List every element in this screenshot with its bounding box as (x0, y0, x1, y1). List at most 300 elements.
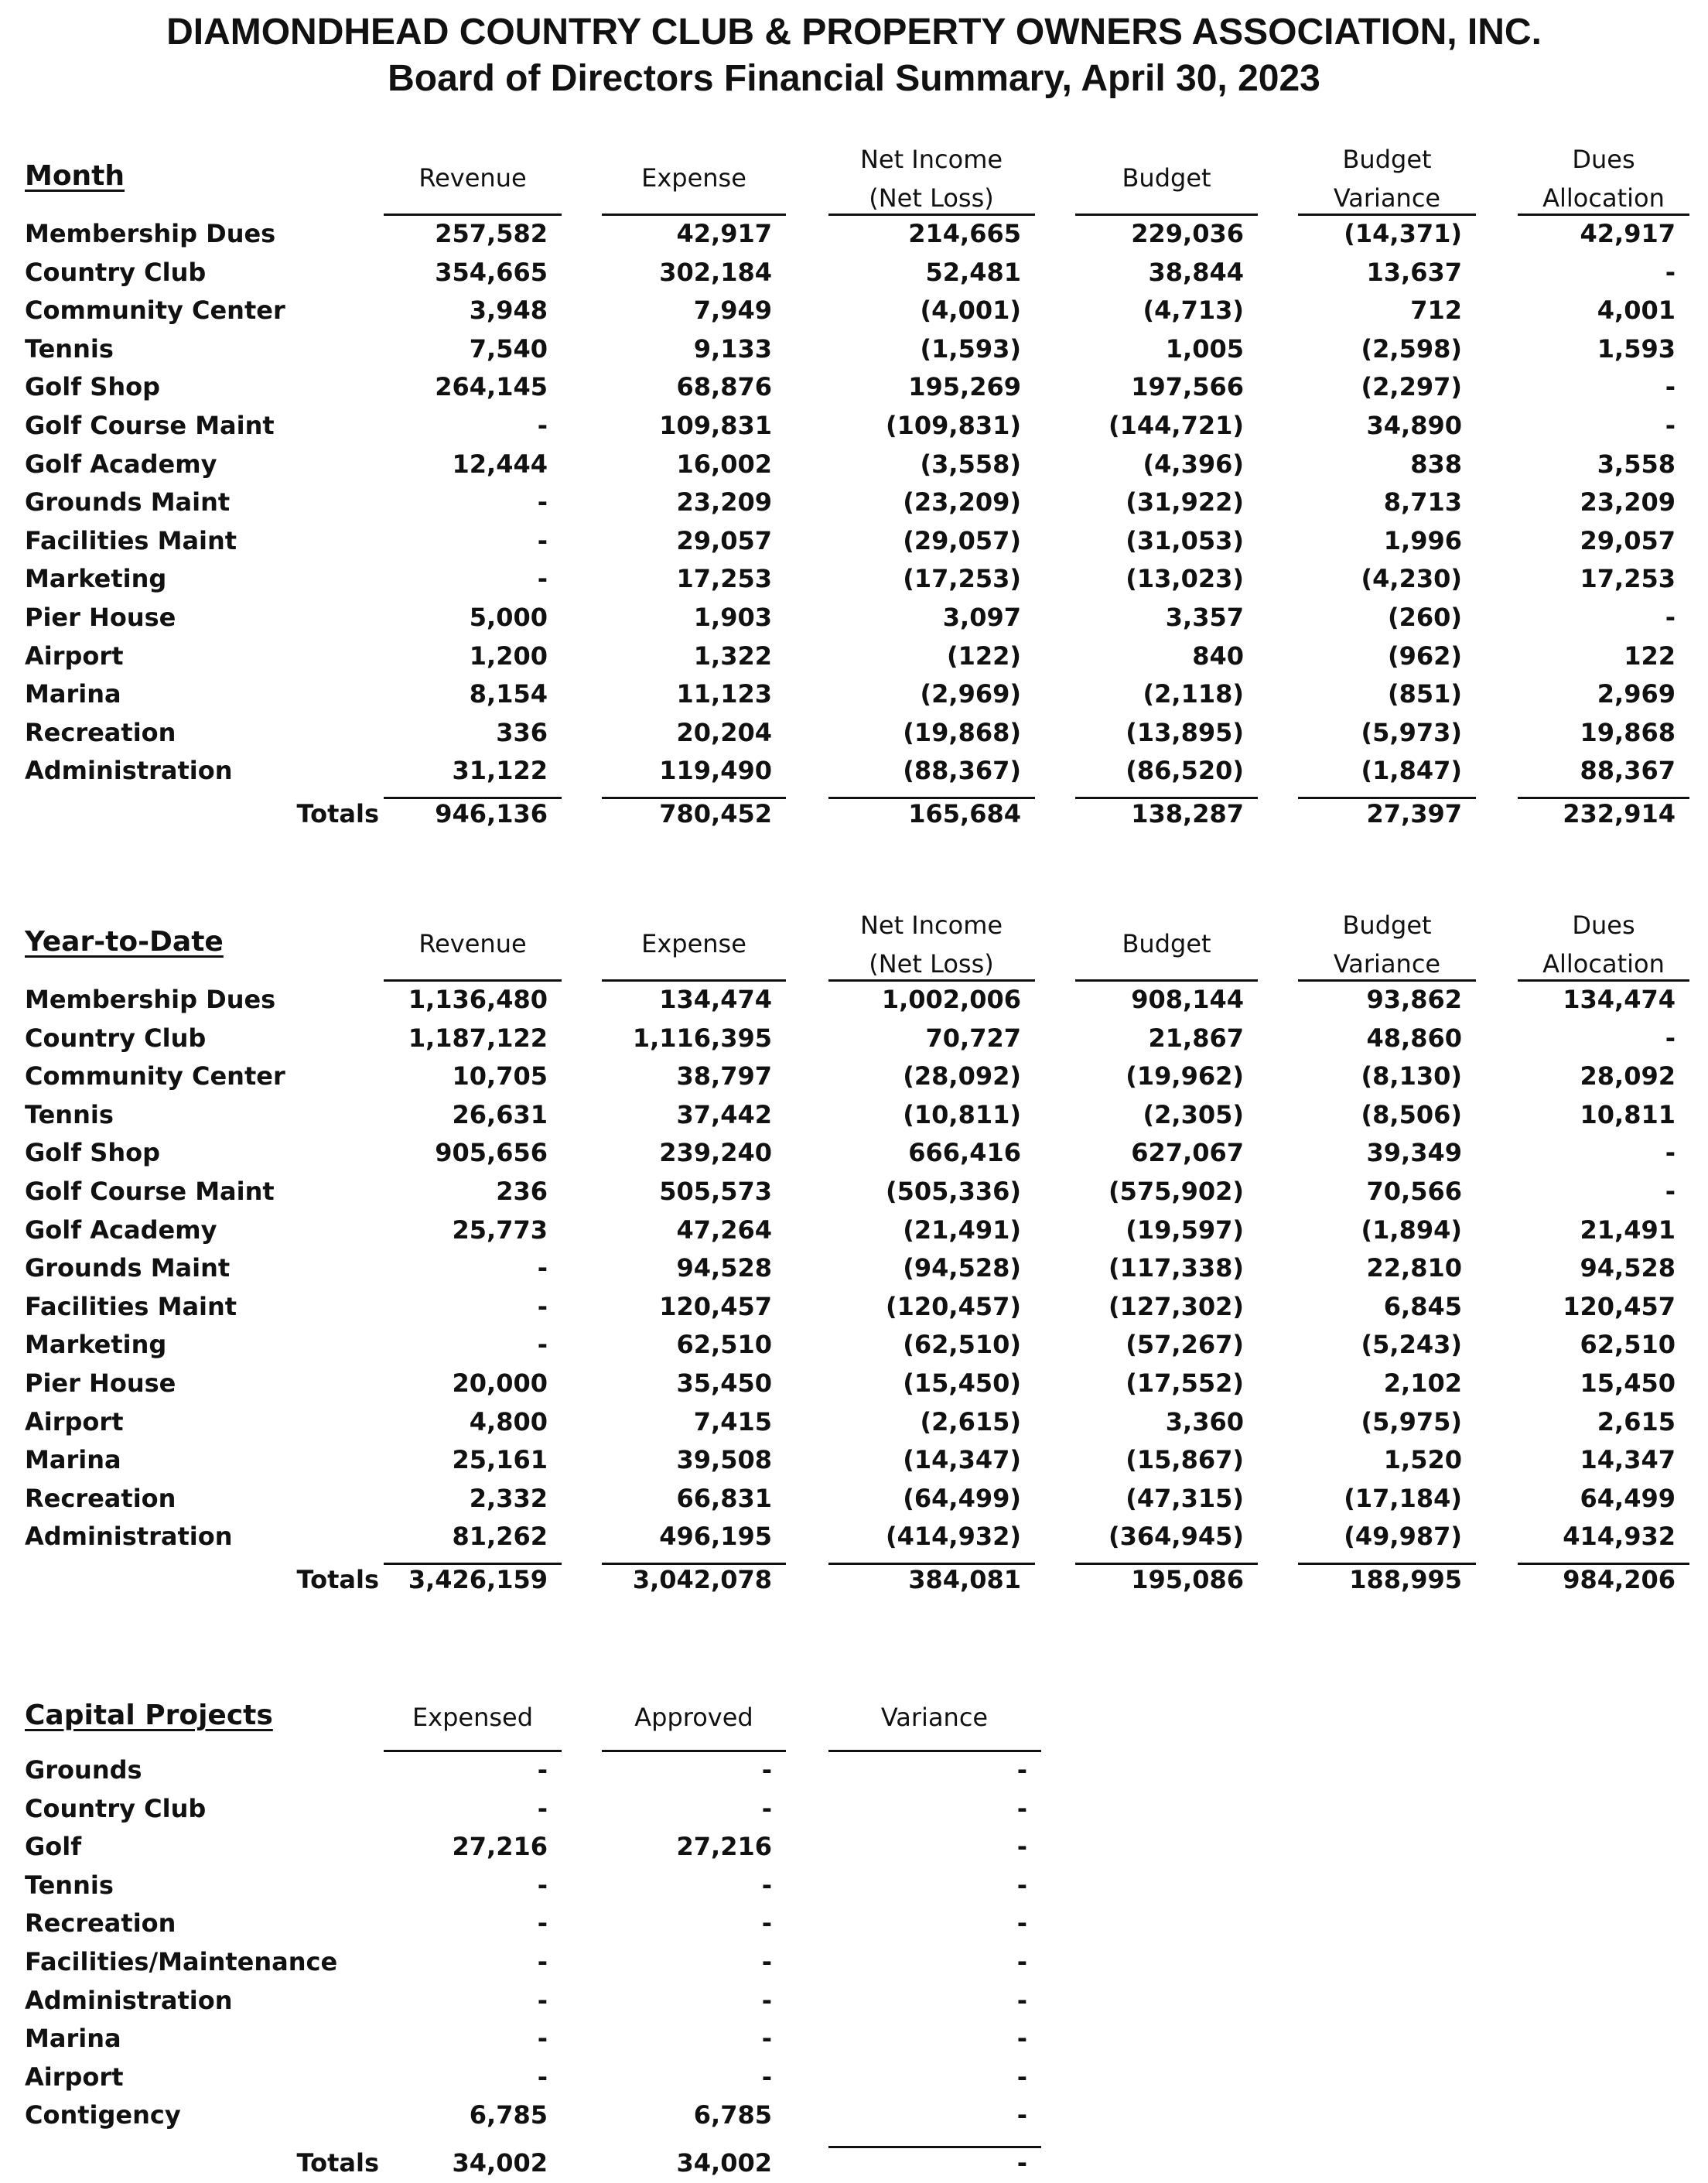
month-header-1: Expense (641, 163, 746, 193)
capital-cell: 6,785 (469, 2100, 548, 2130)
month-row-label: Marina (25, 679, 121, 709)
ytd-cell: (505,336) (886, 1177, 1021, 1206)
capital-header-rule (602, 1750, 786, 1752)
capital-totals-label: Totals (296, 2148, 379, 2178)
month-cell: - (1665, 372, 1676, 402)
ytd-cell: - (537, 1291, 548, 1321)
ytd-cell: - (1665, 1023, 1676, 1053)
ytd-cell: - (537, 1330, 548, 1360)
ytd-cell: (364,945) (1108, 1522, 1244, 1552)
ytd-cell: 3,360 (1165, 1406, 1244, 1437)
month-cell: 1,005 (1165, 333, 1244, 364)
ytd-cell: 666,416 (908, 1138, 1021, 1168)
ytd-header-3: Budget (1122, 929, 1211, 958)
ytd-cell: 94,528 (1580, 1253, 1676, 1283)
ytd-totals-rule (1518, 1563, 1689, 1565)
month-cell: (2,598) (1361, 333, 1462, 364)
ytd-cell: 81,262 (452, 1522, 548, 1552)
month-row-label: Community Center (25, 296, 285, 326)
ytd-cell: 1,187,122 (408, 1023, 548, 1053)
capital-cell: - (761, 1908, 772, 1939)
ytd-cell: - (1665, 1138, 1676, 1168)
capital-totals-rule (828, 2146, 1041, 2148)
month-cell: 119,490 (659, 756, 772, 786)
ytd-cell: 70,727 (925, 1023, 1021, 1053)
ytd-totals-rule (1075, 1563, 1258, 1565)
ytd-cell: (17,552) (1126, 1368, 1244, 1398)
month-cell: 13,637 (1366, 257, 1462, 287)
ytd-totals-rule (602, 1563, 786, 1565)
month-row-label: Administration (25, 756, 233, 786)
ytd-row-label: Pier House (25, 1368, 176, 1398)
month-cell: (86,520) (1126, 756, 1244, 786)
month-cell: 17,253 (1580, 564, 1676, 594)
month-cell: (1,847) (1361, 756, 1462, 786)
month-totals-rule (1075, 797, 1258, 799)
capital-cell: - (761, 1793, 772, 1823)
ytd-cell: 62,510 (1580, 1330, 1676, 1360)
ytd-cell: 1,136,480 (408, 985, 548, 1014)
ytd-cell: 21,867 (1148, 1023, 1244, 1053)
ytd-cell: 236 (496, 1177, 548, 1206)
month-cell: (2,118) (1143, 679, 1244, 709)
month-cell: 20,204 (676, 717, 772, 747)
month-cell: 42,917 (1580, 219, 1676, 248)
capital-section-label: Capital Projects (25, 1700, 273, 1731)
ytd-row-label: Golf Course Maint (25, 1177, 275, 1206)
ytd-cell: (21,491) (903, 1214, 1021, 1245)
month-row-label: Country Club (25, 257, 207, 287)
month-cell: (122) (946, 641, 1021, 671)
month-cell: 302,184 (659, 257, 772, 287)
ytd-cell: (117,338) (1108, 1253, 1244, 1283)
month-cell: (19,868) (903, 717, 1021, 747)
month-cell: (3,558) (920, 449, 1021, 479)
month-total-cell: 946,136 (435, 799, 548, 828)
month-cell: 29,057 (676, 525, 772, 555)
month-cell: - (537, 564, 548, 594)
ytd-cell: (8,506) (1361, 1099, 1462, 1129)
month-cell: - (1665, 257, 1676, 287)
month-row-label: Membership Dues (25, 219, 276, 248)
report-subtitle: Board of Directors Financial Summary, April 30, 2023 (388, 58, 1320, 99)
ytd-row-label: Community Center (25, 1061, 285, 1092)
ytd-totals-rule (384, 1563, 562, 1565)
month-cell: (4,713) (1143, 296, 1244, 326)
month-cell: (962) (1387, 641, 1462, 671)
month-cell: (2,297) (1361, 372, 1462, 402)
ytd-total-cell: 3,042,078 (632, 1565, 772, 1594)
month-total-cell: 27,397 (1366, 799, 1462, 828)
month-cell: (260) (1387, 603, 1462, 632)
ytd-header-1: Expense (641, 929, 746, 958)
ytd-cell: 28,092 (1580, 1061, 1676, 1092)
month-cell: - (1665, 411, 1676, 440)
capital-cell: - (1016, 1870, 1027, 1900)
ytd-cell: (57,267) (1126, 1330, 1244, 1360)
ytd-cell: (14,347) (903, 1445, 1021, 1475)
month-cell: 2,969 (1597, 679, 1676, 709)
ytd-cell: (120,457) (886, 1291, 1021, 1321)
month-row-label: Tennis (25, 333, 114, 364)
ytd-cell: (5,243) (1361, 1330, 1462, 1360)
month-cell: 122 (1624, 641, 1676, 671)
ytd-cell: - (537, 1253, 548, 1283)
capital-cell: - (1016, 1832, 1027, 1862)
capital-row-label: Facilities/Maintenance (25, 1947, 338, 1976)
month-cell: (2,969) (920, 679, 1021, 709)
month-cell: 354,665 (435, 257, 548, 287)
month-cell: (31,922) (1126, 487, 1244, 518)
month-cell: 1,200 (469, 641, 548, 671)
month-cell: 7,540 (469, 333, 548, 364)
month-cell: (29,057) (903, 525, 1021, 555)
month-cell: 19,868 (1580, 717, 1676, 747)
month-cell: (31,053) (1126, 525, 1244, 555)
month-totals-rule (1518, 797, 1689, 799)
ytd-cell: (2,305) (1143, 1099, 1244, 1129)
month-cell: 11,123 (676, 679, 772, 709)
capital-header-rule (384, 1750, 562, 1752)
ytd-header-5-line-0: Dues (1572, 910, 1635, 940)
month-header-5-line-1: Allocation (1542, 183, 1665, 213)
capital-cell: - (537, 2062, 548, 2092)
month-cell: - (537, 411, 548, 440)
ytd-header-0: Revenue (418, 929, 527, 958)
month-row-label: Pier House (25, 603, 176, 632)
month-cell: (5,973) (1361, 717, 1462, 747)
ytd-cell: - (1665, 1177, 1676, 1206)
month-header-rule (384, 214, 562, 216)
capital-cell: - (1016, 1947, 1027, 1976)
capital-cell: - (761, 1755, 772, 1785)
ytd-header-4-line-0: Budget (1342, 910, 1432, 940)
ytd-cell: (28,092) (903, 1061, 1021, 1092)
month-header-5-line-0: Dues (1572, 145, 1635, 174)
month-cell: 195,269 (908, 372, 1021, 402)
ytd-cell: 2,332 (469, 1483, 548, 1513)
ytd-row-label: Facilities Maint (25, 1291, 237, 1321)
capital-row-label: Golf (25, 1832, 82, 1862)
ytd-row-label: Recreation (25, 1483, 176, 1513)
ytd-header-rule (602, 979, 786, 982)
month-row-label: Golf Academy (25, 449, 217, 479)
capital-cell: - (1016, 2062, 1027, 2092)
capital-cell: - (537, 1908, 548, 1939)
ytd-cell: (94,528) (903, 1253, 1021, 1283)
capital-row-label: Grounds (25, 1755, 142, 1785)
month-cell: 3,357 (1165, 603, 1244, 632)
ytd-total-cell: 195,086 (1131, 1565, 1244, 1594)
ytd-cell: 39,349 (1366, 1138, 1462, 1168)
capital-cell: - (1016, 1755, 1027, 1785)
ytd-row-label: Marina (25, 1445, 121, 1475)
capital-cell: - (1016, 1908, 1027, 1939)
month-cell: (4,001) (920, 296, 1021, 326)
ytd-total-cell: 984,206 (1563, 1565, 1676, 1594)
month-cell: 838 (1410, 449, 1462, 479)
ytd-cell: 26,631 (452, 1099, 548, 1129)
month-cell: - (1665, 603, 1676, 632)
ytd-header-rule (384, 979, 562, 982)
capital-row-label: Tennis (25, 1870, 114, 1900)
capital-cell: - (537, 1947, 548, 1976)
month-cell: 214,665 (908, 219, 1021, 248)
month-cell: 42,917 (676, 219, 772, 248)
month-cell: 3,948 (469, 296, 548, 326)
ytd-cell: 21,491 (1580, 1214, 1676, 1245)
month-header-rule (1075, 214, 1258, 216)
month-row-label: Facilities Maint (25, 525, 237, 555)
ytd-cell: (47,315) (1126, 1483, 1244, 1513)
ytd-cell: 505,573 (659, 1177, 772, 1206)
ytd-cell: 134,474 (659, 985, 772, 1014)
month-cell: 264,145 (435, 372, 548, 402)
month-cell: 68,876 (676, 372, 772, 402)
month-header-2-line-1: (Net Loss) (869, 183, 994, 213)
report-title: DIAMONDHEAD COUNTRY CLUB & PROPERTY OWNERS ASSOCIATION, INC. (166, 12, 1542, 53)
ytd-cell: (2,615) (920, 1406, 1021, 1437)
month-totals-rule (828, 797, 1035, 799)
ytd-row-label: Administration (25, 1522, 233, 1552)
ytd-header-2-line-0: Net Income (859, 910, 1003, 940)
ytd-cell: 62,510 (676, 1330, 772, 1360)
capital-header-0: Expensed (412, 1703, 534, 1732)
ytd-cell: 25,161 (452, 1445, 548, 1475)
ytd-cell: 414,932 (1563, 1522, 1676, 1552)
ytd-cell: (15,450) (903, 1368, 1021, 1398)
ytd-row-label: Marketing (25, 1330, 167, 1360)
month-cell: 31,122 (452, 756, 548, 786)
ytd-cell: 1,116,395 (632, 1023, 772, 1053)
ytd-header-rule (1518, 979, 1689, 982)
month-cell: (109,831) (886, 411, 1021, 440)
month-cell: (13,895) (1126, 717, 1244, 747)
month-cell: 4,001 (1597, 296, 1676, 326)
capital-cell: - (761, 1985, 772, 2015)
ytd-row-label: Golf Shop (25, 1138, 160, 1168)
ytd-totals-rule (828, 1563, 1035, 1565)
ytd-cell: (15,867) (1126, 1445, 1244, 1475)
ytd-cell: 93,862 (1366, 985, 1462, 1014)
ytd-cell: 10,811 (1580, 1099, 1676, 1129)
ytd-cell: 14,347 (1580, 1445, 1676, 1475)
capital-cell: 6,785 (693, 2100, 772, 2130)
month-cell: - (537, 525, 548, 555)
month-row-label: Airport (25, 641, 124, 671)
ytd-row-label: Golf Academy (25, 1214, 217, 1245)
ytd-totals-label: Totals (296, 1565, 379, 1594)
ytd-cell: (49,987) (1344, 1522, 1462, 1552)
month-cell: 3,097 (942, 603, 1021, 632)
month-cell: (1,593) (920, 333, 1021, 364)
month-cell: 8,154 (469, 679, 548, 709)
ytd-cell: 37,442 (676, 1099, 772, 1129)
month-total-cell: 138,287 (1131, 799, 1244, 828)
month-cell: 23,209 (1580, 487, 1676, 518)
capital-row-label: Contigency (25, 2100, 181, 2130)
month-cell: 52,481 (925, 257, 1021, 287)
ytd-cell: 1,002,006 (881, 985, 1021, 1014)
month-cell: 5,000 (469, 603, 548, 632)
month-cell: 23,209 (676, 487, 772, 518)
ytd-cell: 10,705 (452, 1061, 548, 1092)
capital-header-2: Variance (880, 1703, 989, 1732)
month-cell: 17,253 (676, 564, 772, 594)
month-cell: (13,023) (1126, 564, 1244, 594)
ytd-cell: 66,831 (676, 1483, 772, 1513)
ytd-header-5-line-1: Allocation (1542, 949, 1665, 979)
month-cell: 88,367 (1580, 756, 1676, 786)
ytd-total-cell: 384,081 (908, 1565, 1021, 1594)
ytd-cell: 905,656 (435, 1138, 548, 1168)
month-cell: (851) (1387, 679, 1462, 709)
capital-row-label: Administration (25, 1985, 233, 2015)
month-header-rule (1518, 214, 1689, 216)
month-cell: 8,713 (1383, 487, 1462, 518)
month-header-4-line-1: Variance (1333, 183, 1441, 213)
month-cell: (23,209) (903, 487, 1021, 518)
month-row-label: Recreation (25, 717, 176, 747)
ytd-cell: 120,457 (1563, 1291, 1676, 1321)
month-cell: 1,903 (693, 603, 772, 632)
capital-cell: - (761, 1947, 772, 1976)
capital-header-1: Approved (634, 1703, 753, 1732)
ytd-cell: 120,457 (659, 1291, 772, 1321)
month-cell: - (537, 487, 548, 518)
ytd-cell: 4,800 (469, 1406, 548, 1437)
month-cell: 3,558 (1597, 449, 1676, 479)
month-cell: 109,831 (659, 411, 772, 440)
month-cell: (88,367) (903, 756, 1021, 786)
ytd-cell: 48,860 (1366, 1023, 1462, 1053)
month-total-cell: 780,452 (659, 799, 772, 828)
month-totals-rule (1298, 797, 1476, 799)
ytd-cell: (8,130) (1361, 1061, 1462, 1092)
capital-cell: - (537, 1870, 548, 1900)
month-header-rule (1298, 214, 1476, 216)
month-cell: 1,593 (1597, 333, 1676, 364)
ytd-cell: 35,450 (676, 1368, 772, 1398)
capital-cell: 27,216 (676, 1832, 772, 1862)
month-header-rule (602, 214, 786, 216)
capital-cell: - (537, 1793, 548, 1823)
ytd-cell: 239,240 (659, 1138, 772, 1168)
capital-cell: - (537, 2024, 548, 2054)
capital-row-label: Country Club (25, 1793, 207, 1823)
ytd-cell: 7,415 (693, 1406, 772, 1437)
ytd-header-4-line-1: Variance (1333, 949, 1441, 979)
month-cell: (144,721) (1108, 411, 1244, 440)
month-cell: 712 (1410, 296, 1462, 326)
capital-row-label: Marina (25, 2024, 121, 2054)
ytd-cell: 2,615 (1597, 1406, 1676, 1437)
month-cell: 7,949 (693, 296, 772, 326)
ytd-cell: 20,000 (452, 1368, 548, 1398)
capital-row-label: Recreation (25, 1908, 176, 1939)
ytd-row-label: Grounds Maint (25, 1253, 231, 1283)
ytd-section-label: Year-to-Date (25, 926, 224, 958)
ytd-cell: 64,499 (1580, 1483, 1676, 1513)
capital-cell: 27,216 (452, 1832, 548, 1862)
ytd-cell: 15,450 (1580, 1368, 1676, 1398)
capital-cell: - (537, 1755, 548, 1785)
ytd-total-cell: 3,426,159 (408, 1565, 548, 1594)
ytd-row-label: Tennis (25, 1099, 114, 1129)
capital-cell: - (537, 1985, 548, 2015)
capital-total-cell: - (1016, 2148, 1027, 2178)
ytd-cell: (17,184) (1344, 1483, 1462, 1513)
ytd-cell: (19,597) (1126, 1214, 1244, 1245)
month-cell: 257,582 (435, 219, 548, 248)
month-row-label: Grounds Maint (25, 487, 231, 518)
capital-cell: - (761, 1870, 772, 1900)
month-row-label: Golf Shop (25, 372, 160, 402)
ytd-row-label: Airport (25, 1406, 124, 1437)
capital-cell: - (1016, 2024, 1027, 2054)
month-cell: 38,844 (1148, 257, 1244, 287)
ytd-row-label: Country Club (25, 1023, 207, 1053)
capital-cell: - (1016, 2100, 1027, 2130)
ytd-row-label: Membership Dues (25, 985, 276, 1014)
month-totals-label: Totals (296, 799, 379, 828)
month-totals-rule (384, 797, 562, 799)
month-cell: 197,566 (1131, 372, 1244, 402)
ytd-cell: (127,302) (1108, 1291, 1244, 1321)
ytd-cell: 47,264 (676, 1214, 772, 1245)
month-header-3: Budget (1122, 163, 1211, 193)
month-cell: 229,036 (1131, 219, 1244, 248)
capital-cell: - (761, 2024, 772, 2054)
month-cell: (4,230) (1361, 564, 1462, 594)
ytd-cell: (19,962) (1126, 1061, 1244, 1092)
ytd-header-2-line-1: (Net Loss) (869, 949, 994, 979)
capital-cell: - (1016, 1985, 1027, 2015)
ytd-cell: (575,902) (1108, 1177, 1244, 1206)
month-totals-rule (602, 797, 786, 799)
month-section-label: Month (25, 160, 125, 192)
ytd-cell: (5,975) (1361, 1406, 1462, 1437)
ytd-cell: 2,102 (1383, 1368, 1462, 1398)
month-header-4-line-0: Budget (1342, 145, 1432, 174)
ytd-cell: 25,773 (452, 1214, 548, 1245)
month-cell: 12,444 (452, 449, 548, 479)
ytd-total-cell: 188,995 (1349, 1565, 1462, 1594)
ytd-header-rule (828, 979, 1035, 982)
ytd-cell: (64,499) (903, 1483, 1021, 1513)
ytd-cell: 70,566 (1366, 1177, 1462, 1206)
month-cell: 1,322 (693, 641, 772, 671)
ytd-cell: (10,811) (903, 1099, 1021, 1129)
month-cell: 840 (1192, 641, 1244, 671)
month-cell: 16,002 (676, 449, 772, 479)
ytd-cell: 496,195 (659, 1522, 772, 1552)
capital-cell: - (1016, 1793, 1027, 1823)
month-cell: 29,057 (1580, 525, 1676, 555)
month-total-cell: 165,684 (908, 799, 1021, 828)
capital-row-label: Airport (25, 2062, 124, 2092)
ytd-cell: 134,474 (1563, 985, 1676, 1014)
ytd-cell: 908,144 (1131, 985, 1244, 1014)
capital-total-cell: 34,002 (452, 2148, 548, 2178)
month-cell: (17,253) (903, 564, 1021, 594)
ytd-cell: 39,508 (676, 1445, 772, 1475)
ytd-cell: 38,797 (676, 1061, 772, 1092)
month-cell: (4,396) (1143, 449, 1244, 479)
month-header-2-line-0: Net Income (859, 145, 1003, 174)
month-cell: 1,996 (1383, 525, 1462, 555)
month-cell: 34,890 (1366, 411, 1462, 440)
